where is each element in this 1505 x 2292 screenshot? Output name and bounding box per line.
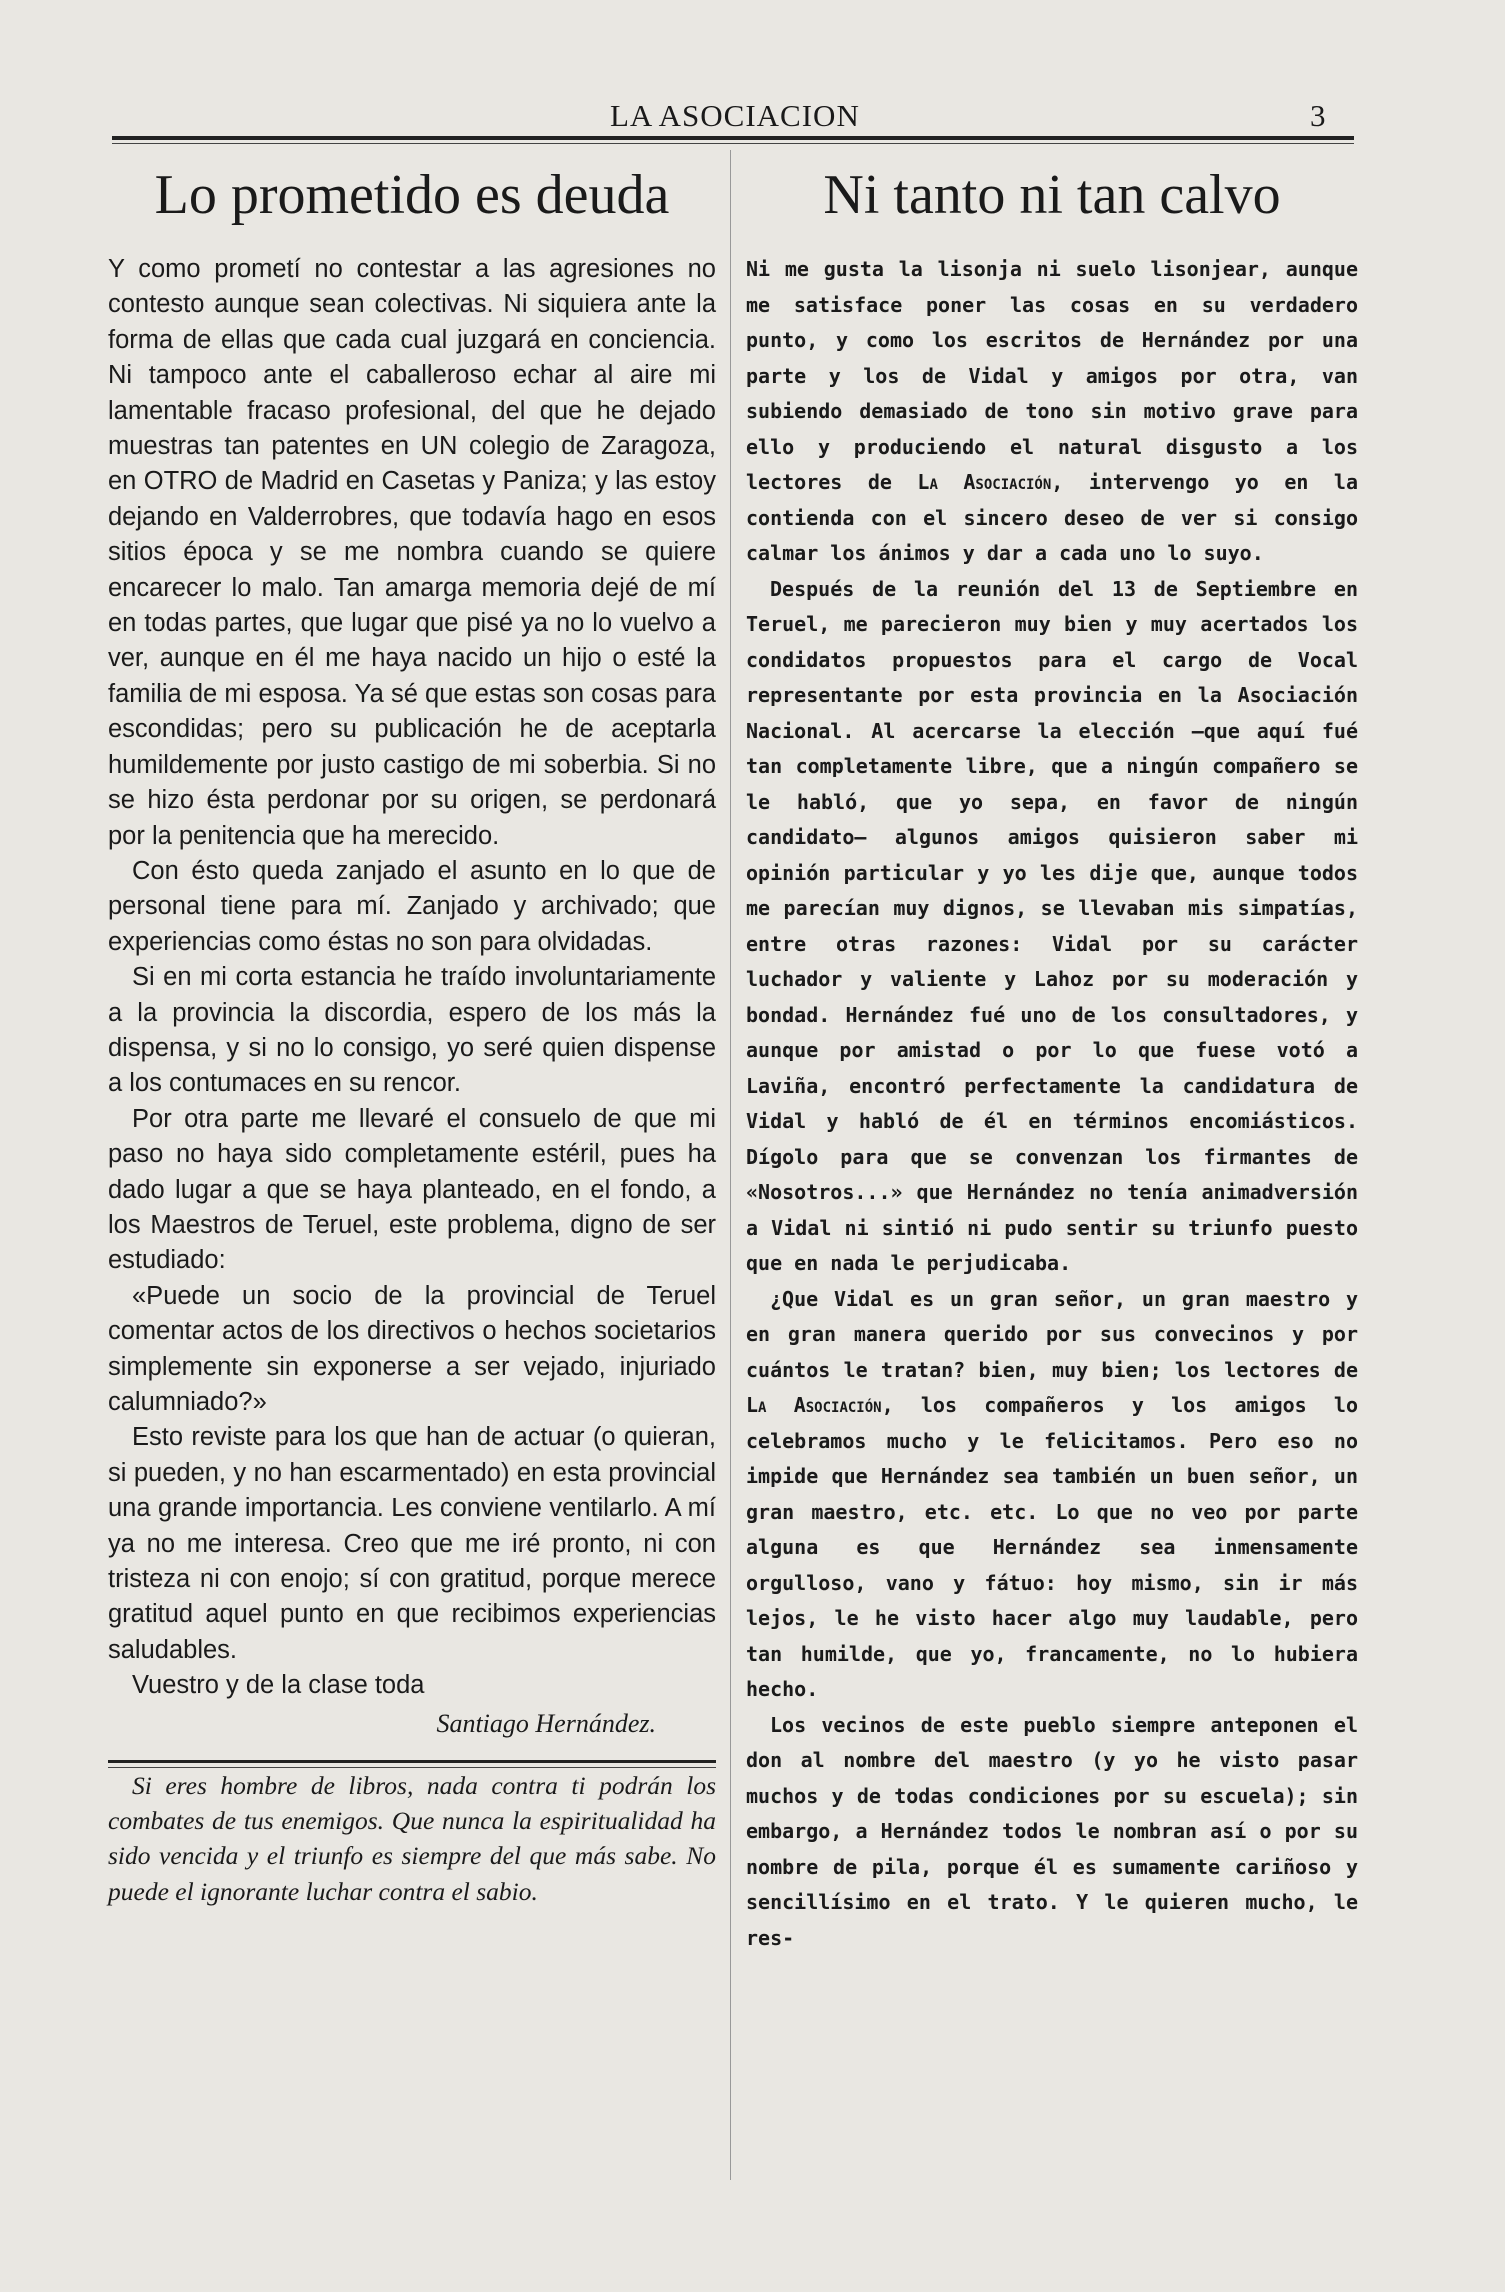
publication-name: La Asociación [746, 1393, 882, 1417]
running-header [0, 98, 1505, 138]
running-title: LA ASOCIACION [610, 98, 860, 133]
left-paragraph: Por otra parte me llevaré el consuelo de que mi paso no haya sido completamente estéril, pues ha dado lugar a que se haya planteado, en el fondo, a los Maestros de Teruel, este problema, digno de ser estudiado: [108, 1104, 716, 1275]
left-paragraph: Con ésto queda zanjado el asunto en lo que de personal tiene para mí. Zanjado y archivado; que experiencias como éstas no son para olvidadas. [108, 856, 716, 956]
text-run: Ni me gusta la lisonja ni suelo lisonjear, aunque me satisface poner las cosas en su verdadero punto, y como los escritos de Hernández por una parte y los de Vidal y amigos por otra, van subiendo demasiado de tono sin motivo grave para ello y produciendo el natural disgusto a los lectores de [746, 257, 1358, 494]
text-run: ¿Que Vidal es un gran señor, un gran maestro y en gran manera querido por sus convecinos y por cuántos le tratan? bien, muy bien; los lectores de [746, 1286, 1358, 1382]
right-column [746, 160, 1358, 1956]
left-article-title: Lo prometido es deuda [154, 164, 670, 226]
column-divider [730, 150, 731, 2180]
right-paragraph: Después de la reunión del 13 de Septiembre en Teruel, me parecieron muy bien y muy acertados los condidatos propuestos para el cargo de Vocal representante por esta provincia en la Asociación Nacional. Al acercarse la elección —que aquí fué tan completamente libre, que a ningún compañero se le habló, que yo sepa, en favor de ningún candidato— algunos amigos quisieron saber mi opinión particular y yo les dije que, aunque todos me parecían muy dignos, se llevaban mis simpatías, entre otras razones: Vidal por su carácter luchador y valiente y Lahoz por su moderación y bondad. Hernández fué uno de los consultadores, y aunque por amistad o por lo que fuese votó a Laviña, encontró perfectamente la candidatura de Vidal y habló de él en términos encomiásticos. Dígolo para que se convenzan los firmantes de «Nosotros...» que Hernández no tenía animadversión a Vidal ni sintió ni pudo sentir su triunfo puesto que en nada le perjudicaba. [746, 576, 1358, 1275]
text-run: , intervengo yo en la contienda con el sincero deseo de ver si consigo calmar los ánimos y dar a cada uno lo suyo. [746, 470, 1358, 565]
epigraph-rules [108, 1760, 716, 1768]
publication-name: La Asociación [917, 470, 1052, 494]
left-paragraph: «Puede un socio de la provincial de Teruel comentar actos de los directivos o hechos societarios simplemente sin exponerse a ser vejado, injuriado calumniado?» [108, 1281, 716, 1416]
text-run: , los compañeros y los amigos lo celebramos mucho y le felicitamos. Pero eso no impide que Hernández sea también un buen señor, un gran maestro, etc. etc. Lo que no veo por parte alguna es que Hernández sea inmensamente orgulloso, vano y fátuo: hoy mismo, sin ir más lejos, le he visto hacer algo muy laudable, pero tan humilde, que yo, francamente, no lo hubiera hecho. [746, 1393, 1358, 1701]
header-rule-thick [112, 136, 1354, 140]
left-paragraph: Si en mi corta estancia he traído involuntariamente a la provincia la discordia, espero de los más la dispensa, y si no lo consigo, yo seré quien dispense a los contumaces en su rencor. [108, 963, 716, 1098]
rule-thick [108, 1760, 716, 1763]
page-number: 3 [1310, 98, 1326, 133]
right-paragraph [746, 252, 1358, 572]
right-paragraph: Los vecinos de este pueblo siempre anteponen el don al nombre del maestro (y yo he visto pasar muchos y de todas condiciones por su escuela); sin embargo, a Hernández todos le nombran así o por su nombre de pila, porque él es sumamente cariñoso y sencillísimo en el trato. Y le quieren mucho, le res- [746, 1712, 1358, 1950]
epigraph-quote: Si eres hombre de libros, nada contra ti podrán los combates de tus enemigos. Que nunca la espiritualidad ha sido vencida y el triunfo es siempre del que más sabe. No puede el ignorante luchar contra el sabio. [108, 1770, 716, 1906]
left-paragraph: Vuestro y de la clase toda [132, 1671, 425, 1700]
left-column [108, 160, 716, 1909]
left-paragraph: Esto reviste para los que han de actuar (o quieran, si pueden, y no han escarmentado) en esta provincial una grande importancia. Les conviene ventilarlo. A mí ya no me interesa. Creo que me iré pronto, ni con tristeza ni con enojo; sí con gratitud, porque merece gratitud aquel punto en que recibimos experiencias saludables. [108, 1423, 716, 1664]
right-article-title: Ni tanto ni tan calvo [823, 164, 1281, 226]
author-signature: Santiago Hernández. [436, 1708, 656, 1738]
left-paragraph: Y como prometí no contestar a las agresiones no contesto aunque sean colectivas. Ni siquiera ante la forma de ellas que cada cual juzgará en conciencia. Ni tampoco ante el caballeroso echar al aire mi lamentable fracaso profesional, del que he dejado muestras tan patentes en UN colegio de Zaragoza, en OTRO de Madrid en Casetas y Paniza; y las estoy dejando en Valderrobres, que todavía hago en esos sitios época y se me nombra cuando se quiere encarecer lo malo. Tan amarga memoria dejé de mí en todas partes, que lugar que pisé ya no lo vuelvo a ver, aunque en él me haya nacido un hijo o esté la familia de mi esposa. Ya sé que estas son cosas para escondidas; pero su publicación he de aceptarla humildemente por justo castigo de mi soberbia. Si no se hizo ésta perdonar por su origen, se perdonará por la penitencia que ha merecido. [108, 255, 716, 850]
right-paragraph [746, 1282, 1358, 1708]
header-rule-thin [112, 143, 1354, 144]
